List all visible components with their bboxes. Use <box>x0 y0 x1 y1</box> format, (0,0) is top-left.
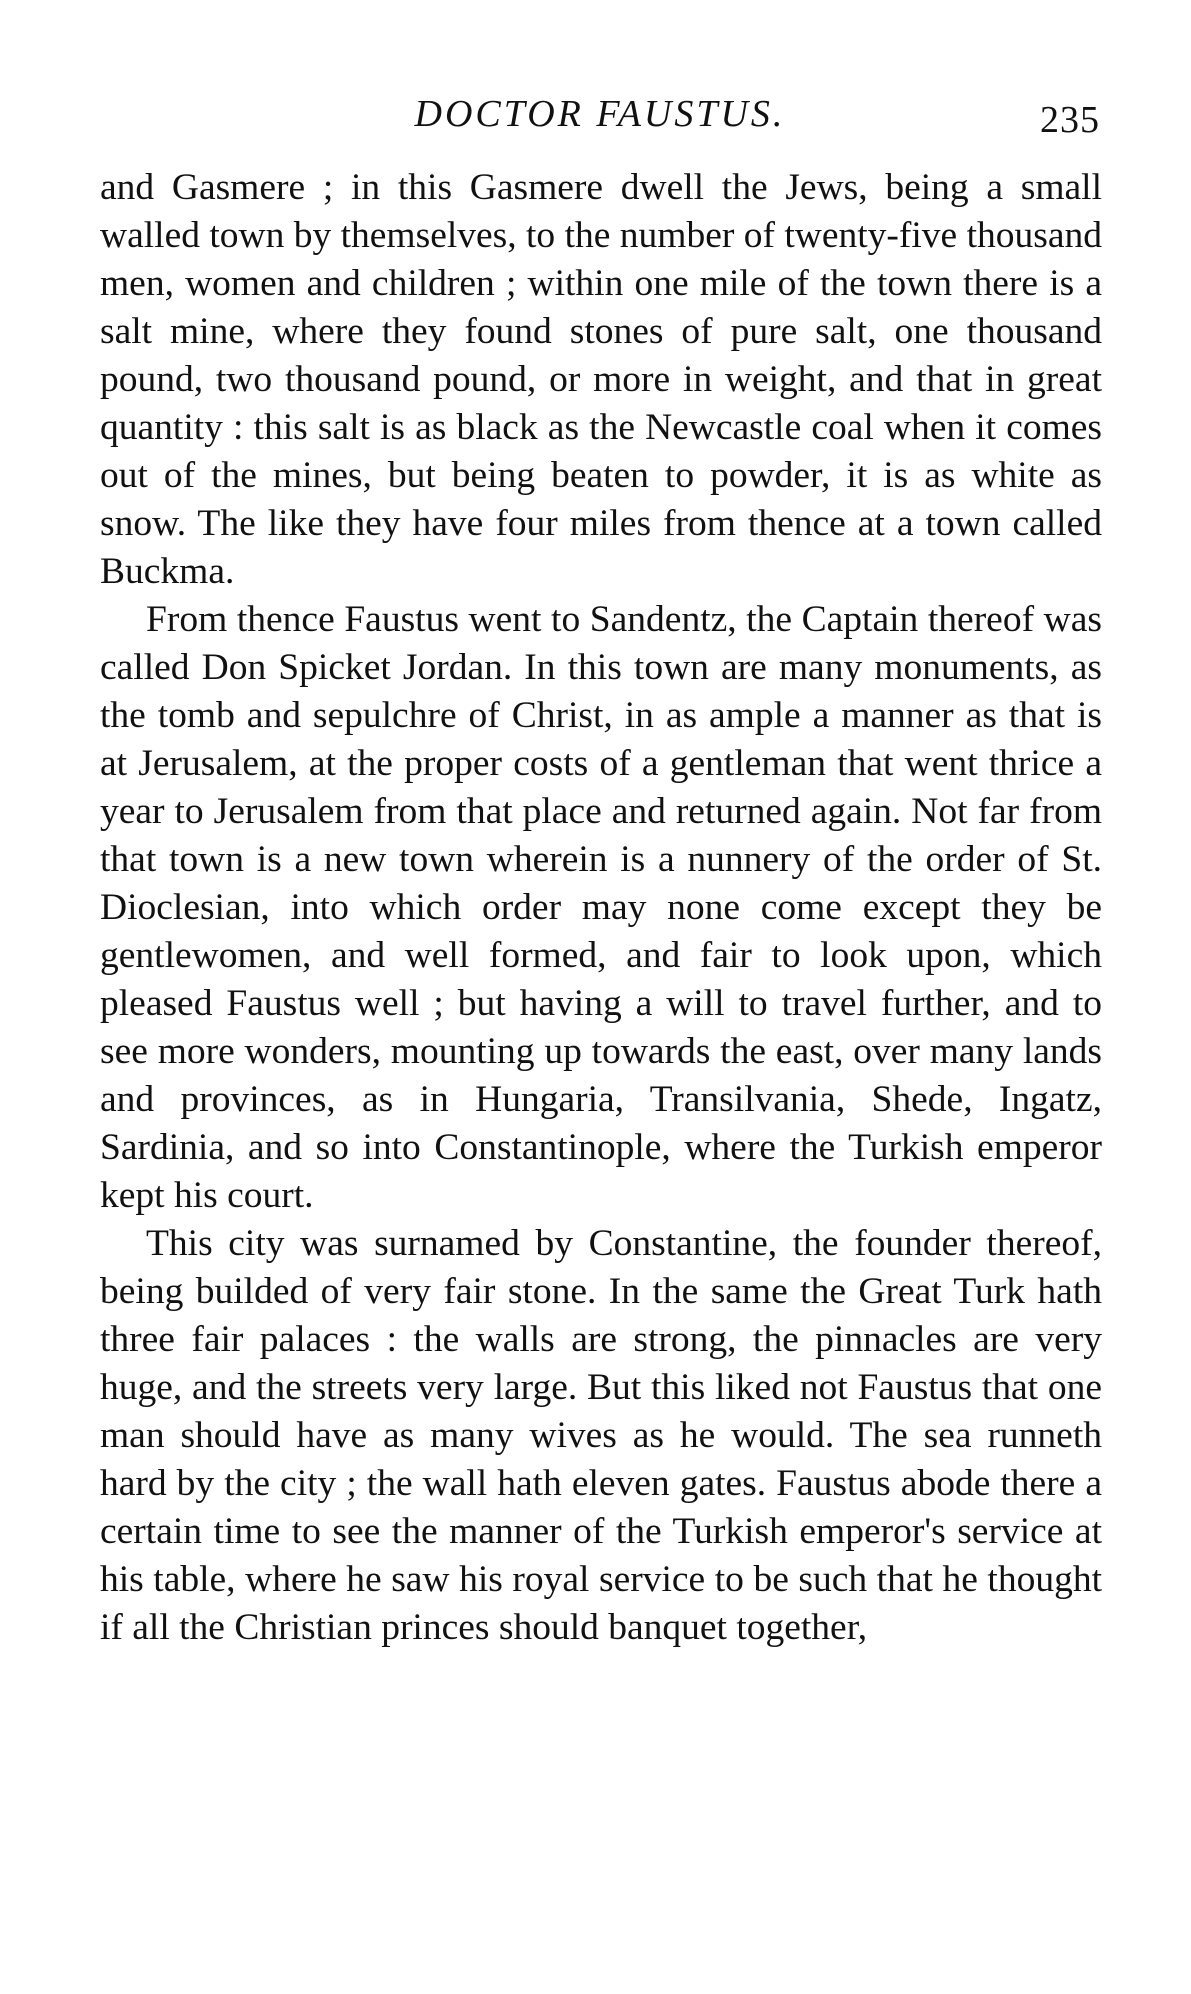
running-title: DOCTOR FAUSTUS. <box>414 93 786 135</box>
paragraph-sandentz: From thence Faustus went to Sandentz, the Captain thereof was called Don Spicket Jordan. In this town are many monuments, as the tomb and sepulchre of Christ, in as ample a manner as that is at Jerusalem, at the proper costs of a gentleman that went thrice a year to Jerusalem from that place and returned again. Not far from that town is a new town wherein is a nunnery of the order of St. Dioclesian, into which order may none come except they be gentlewomen, and well formed, and fair to look upon, which pleased Faustus well ; but having a will to travel further, and to see more wonders, mounting up towards the east, over many lands and provinces, as in Hungaria, Transilvania, Shede, Ingatz, Sardinia, and so into Constantinople, where the Turkish emperor kept his court. <box>100 599 1102 1216</box>
paragraph-continued: and Gasmere ; in this Gasmere dwell the Jews, being a small walled town by themselves, to the number of twenty-five thousand men, women and children ; within one mile of the town there is a salt mine, where they found stones of pure salt, one thousand pound, two thousand pound, or more in weight, and that in great quantity : this salt is as black as the Newcastle coal when it comes out of the mines, but being beaten to powder, it is as white as snow. The like they have four miles from thence at a town called Buckma. <box>100 167 1102 592</box>
running-head <box>100 84 1100 144</box>
text-body <box>100 164 1102 1652</box>
paragraph-constantinople: This city was surnamed by Constantine, the founder thereof, being builded of very fair stone. In the same the Great Turk hath three fair palaces : the walls are strong, the pinnacles are very huge, and the streets very large. But this liked not Faustus that one man should have as many wives as he would. The sea runneth hard by the city ; the wall hath eleven gates. Faustus abode there a certain time to see the manner of the Turkish emperor's service at his table, where he saw his royal service to be such that he thought if all the Christian princes should banquet together, <box>100 1223 1102 1648</box>
page-number: 235 <box>1040 99 1100 141</box>
